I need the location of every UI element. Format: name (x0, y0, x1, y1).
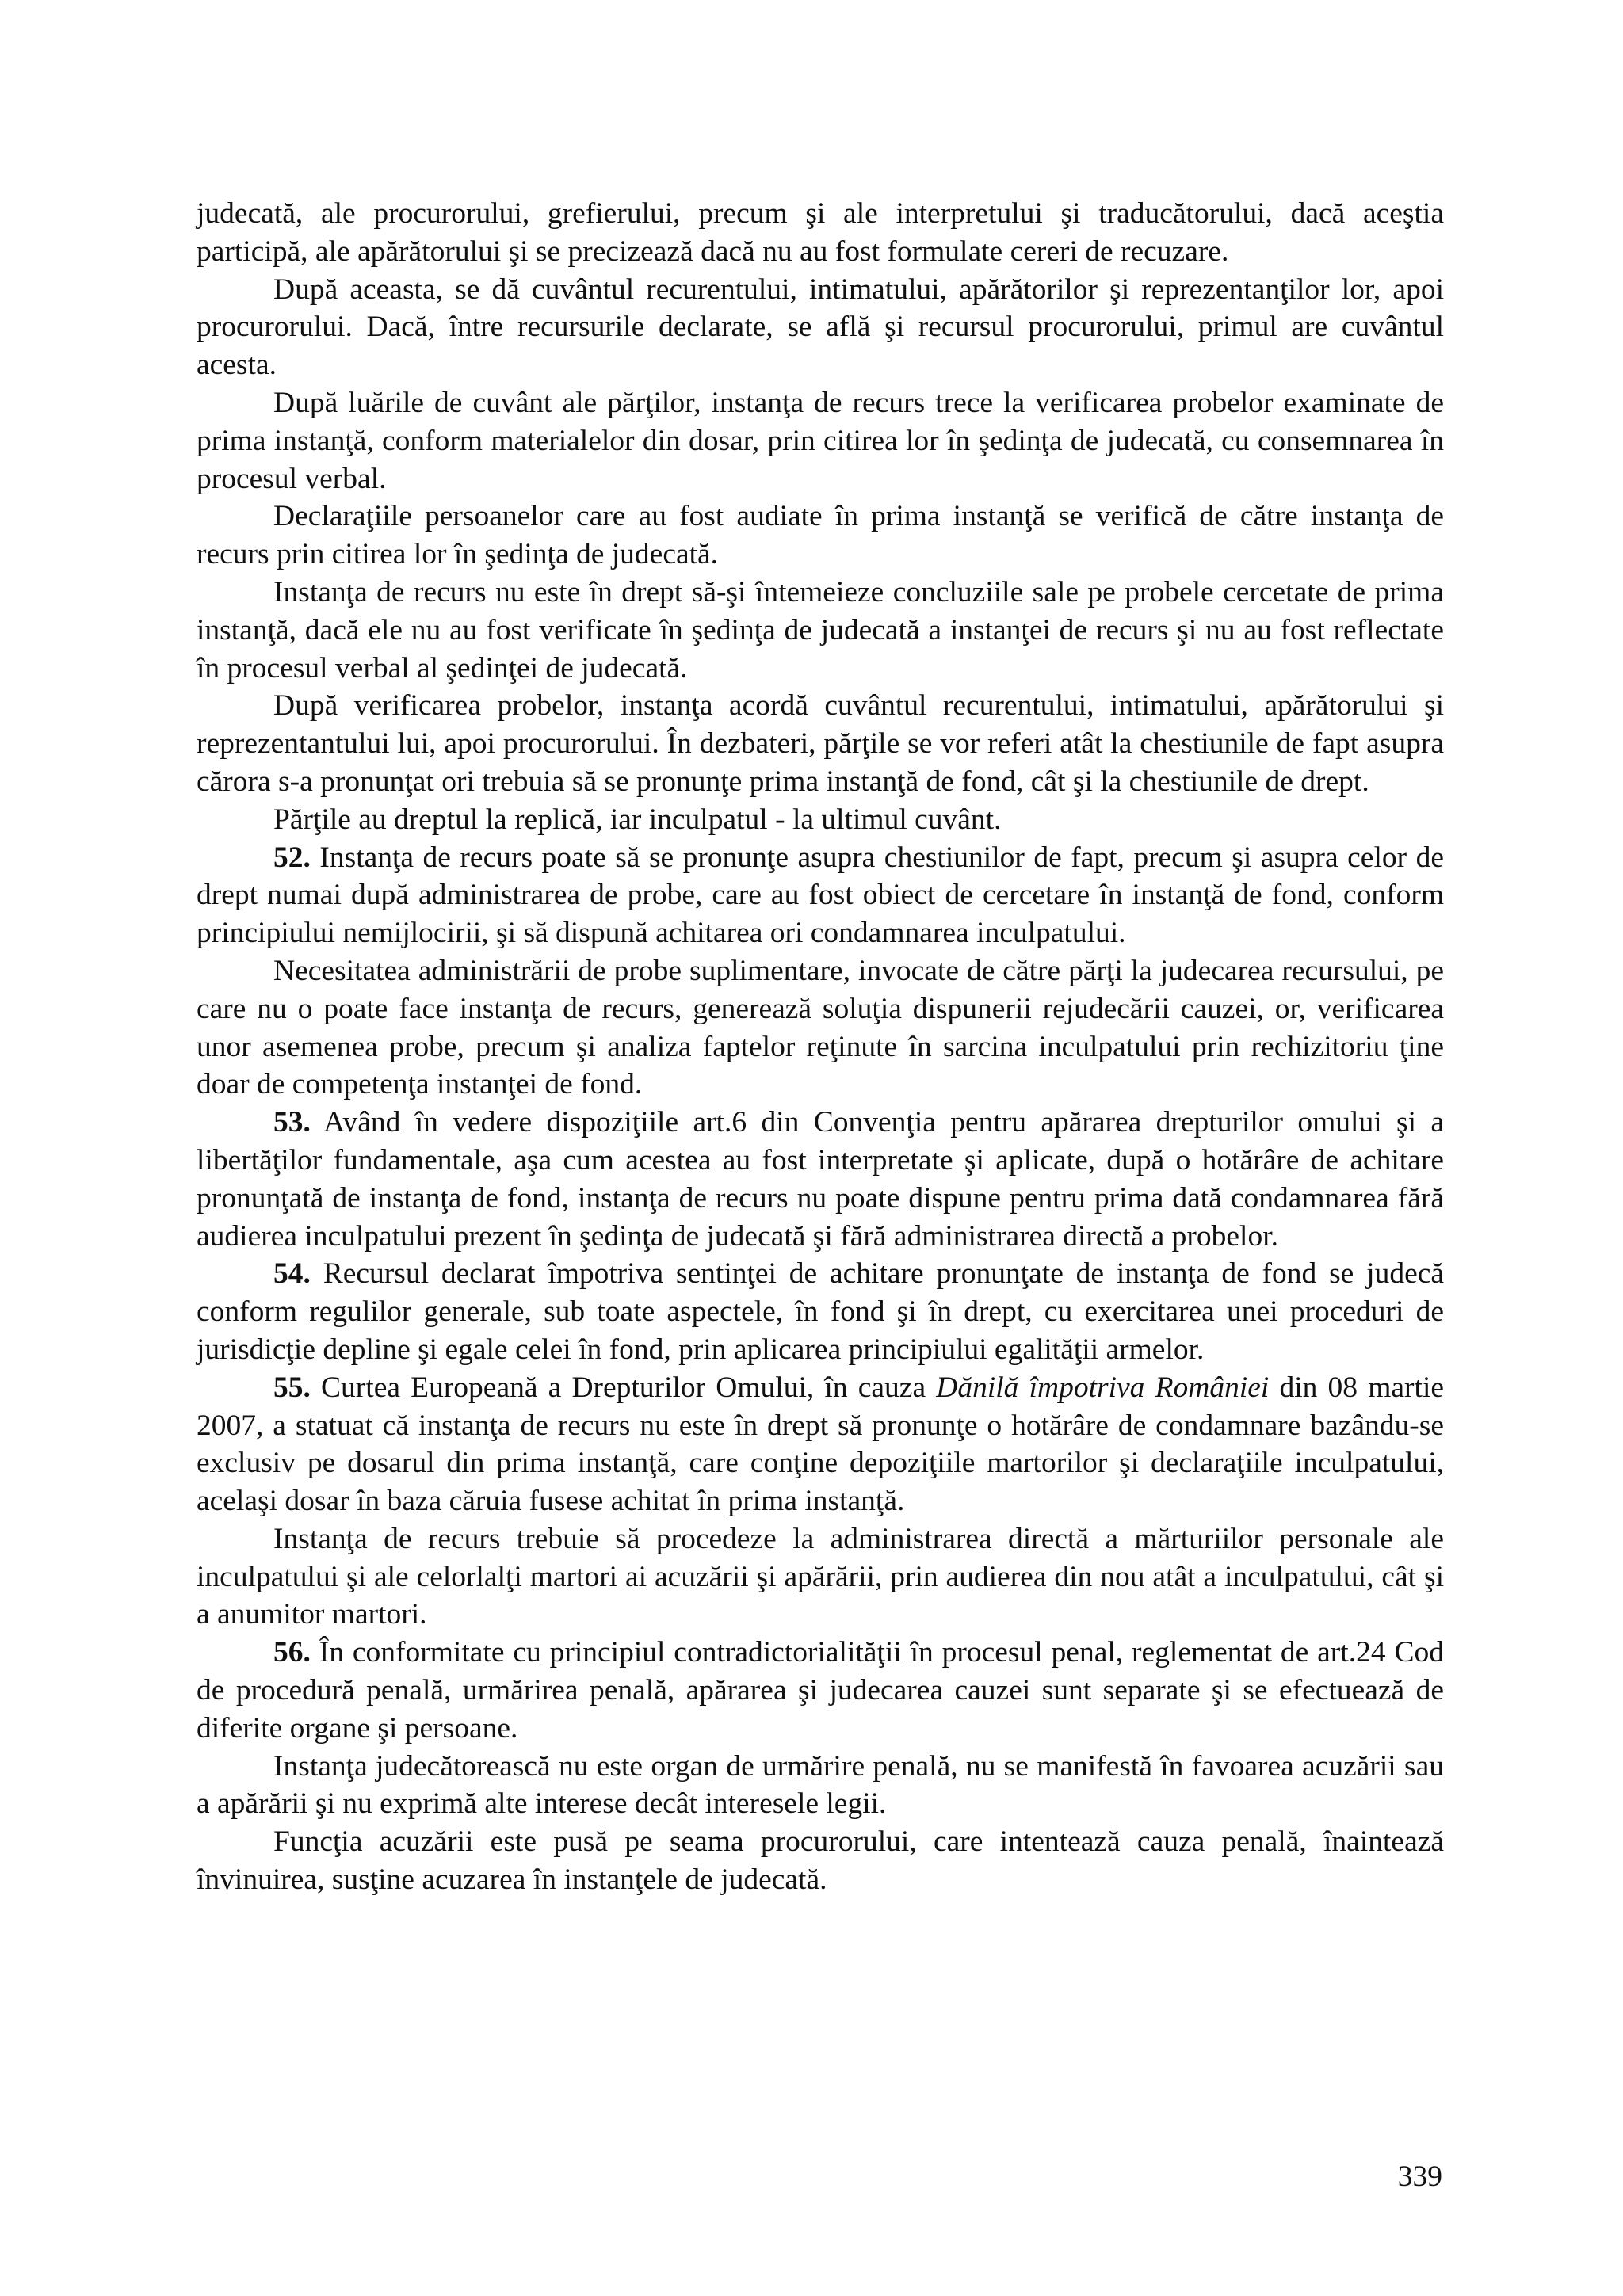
paragraph-53 (197, 1104, 1444, 1255)
paragraph-text: Instanţa de recurs trebuie să procedeze la administrarea directă a mărturiilor personale ale inculpatului şi ale celorlalţi martori ai acuzării şi apărării, prin audierea din nou atât a inculpatului, cât şi a anumitor martori. (197, 1522, 1444, 1631)
paragraph-text: În conformitate cu principiul contradictorialităţii în procesul penal, reglementat de art.24 Cod de procedură penală, urmărirea penală, apărarea şi judecarea cauzei sunt separate şi se efectuează de diferite organe şi persoane. (197, 1636, 1444, 1745)
paragraph-text: Declaraţiile persoanelor care au fost audiate în prima instanţă se verifică de către instanţa de recurs prin citirea lor în şedinţa de judecată. (197, 500, 1444, 571)
paragraph-54 (197, 1255, 1444, 1368)
paragraph-text: judecată, ale procurorului, grefierului, precum şi ale interpretului şi traducătorului, dacă aceştia participă, ale apărătorului şi se precizează dacă nu au fost formulate cereri de recuzare. (197, 197, 1444, 268)
paragraph-text: Instanţa judecătorească nu este organ de urmărire penală, nu se manifestă în favoarea acuzării sau a apărării şi nu exprimă alte interese decât interesele legii. (197, 1749, 1444, 1821)
body-text (197, 195, 1444, 1899)
paragraph-text: Având în vedere dispoziţiile art.6 din Convenţia pentru apărarea drepturilor omului şi a libertăţilor fundamentale, aşa cum acestea au fost interpretate şi aplicate, după o hotărâre de achitare pronunţată de instanţa de fond, instanţa de recurs nu poate dispune pentru prima dată condamnarea fără audierea inculpatului prezent în şedinţa de judecată şi fără administrarea directă a probelor. (197, 1106, 1444, 1253)
paragraph-text: Recursul declarat împotriva sentinţei de achitare pronunţate de instanţa de fond se judecă conform regulilor generale, sub toate aspectele, în fond şi în drept, cu exercitarea unei proceduri de jurisdicţie depline şi egale celei în fond, prin aplicarea principiului egalităţii armelor. (197, 1257, 1444, 1366)
paragraph-text: din 08 martie 2007, a statuat că instanţa de recurs nu este în drept să pronunţe o hotărâre de condamnare bazându-se exclusiv pe dosarul din prima instanţă, care conţine depoziţiile martorilor şi declaraţiile inculpatului, acelaşi dosar în baza căruia fusese achitat în prima instanţă. (197, 1371, 1445, 1518)
case-name-italic: Dănilă împotriva României (936, 1371, 1270, 1404)
paragraph (197, 271, 1444, 384)
paragraph-text: Părţile au dreptul la replică, iar inculpatul - la ultimul cuvânt. (273, 803, 1002, 836)
paragraph-55 (197, 1369, 1444, 1520)
paragraph-text: Necesitatea administrării de probe suplimentare, invocate de către părţi la judecarea recursului, pe care nu o poate face instanţa de recurs, generează soluţia dispunerii rejudecării cauzei, or, verificarea unor asemenea probe, precum şi analiza faptelor reţinute în sarcina inculpatului prin rechizitoriu ţine doar de competenţa instanţei de fond. (197, 954, 1444, 1101)
paragraph (197, 687, 1444, 800)
paragraph-number: 55. (273, 1371, 311, 1404)
paragraph-52 (197, 839, 1444, 952)
paragraph-text: După luările de cuvânt ale părţilor, instanţa de recurs trece la verificarea probelor examinate de prima instanţă, conform materialelor din dosar, prin citirea lor în şedinţa de judecată, cu consemnarea în procesul verbal. (197, 386, 1444, 495)
paragraph-text: Curtea Europeană a Drepturilor Omului, în cauza (310, 1371, 937, 1404)
paragraph-text: Funcţia acuzării este pusă pe seama procurorului, care intentează cauza penală, înaintează învinuirea, susţine acuzarea în instanţele de judecată. (197, 1825, 1444, 1897)
paragraph-number: 52. (273, 841, 311, 874)
paragraph (197, 801, 1444, 839)
paragraph (197, 952, 1444, 1104)
paragraph (197, 1520, 1444, 1634)
paragraph (197, 1823, 1444, 1899)
paragraph-56 (197, 1634, 1444, 1747)
page-number: 339 (1397, 2161, 1442, 2193)
paragraph-continuation (197, 195, 1444, 271)
paragraph-text: Instanţa de recurs nu este în drept să-şi întemeieze concluziile sale pe probele cercetate de prima instanţă, dacă ele nu au fost verificate în şedinţa de judecată a instanţei de recurs şi nu au fost reflectate în procesul verbal al şedinţei de judecată. (197, 575, 1444, 685)
paragraph-number: 56. (273, 1636, 311, 1669)
paragraph-number: 53. (273, 1106, 311, 1139)
paragraph-number: 54. (273, 1257, 311, 1291)
paragraph-text: După verificarea probelor, instanţa acordă cuvântul recurentului, intimatului, apărătorului şi reprezentantului lui, apoi procurorului. În dezbateri, părţile se vor referi atât la chestiunile de fapt asupra cărora s-a pronunţat ori trebuia să se pronunţe prima instanţă de fond, cât şi la chestiunile de drept. (197, 689, 1444, 798)
paragraph (197, 574, 1444, 687)
paragraph (197, 498, 1444, 574)
paragraph (197, 384, 1444, 498)
paragraph (197, 1748, 1444, 1824)
paragraph-text: După aceasta, se dă cuvântul recurentului, intimatului, apărătorilor şi reprezentanţilor lor, apoi procurorului. Dacă, între recursurile declarate, se află şi recursul procurorului, primul are cuvântul acesta. (197, 273, 1444, 382)
paragraph-text: Instanţa de recurs poate să se pronunţe asupra chestiunilor de fapt, precum şi asupra celor de drept numai după administrarea de probe, care au fost obiect de cercetare în instanţă de fond, conform principiului nemijlocirii, şi să dispună achitarea ori condamnarea inculpatului. (197, 841, 1444, 950)
